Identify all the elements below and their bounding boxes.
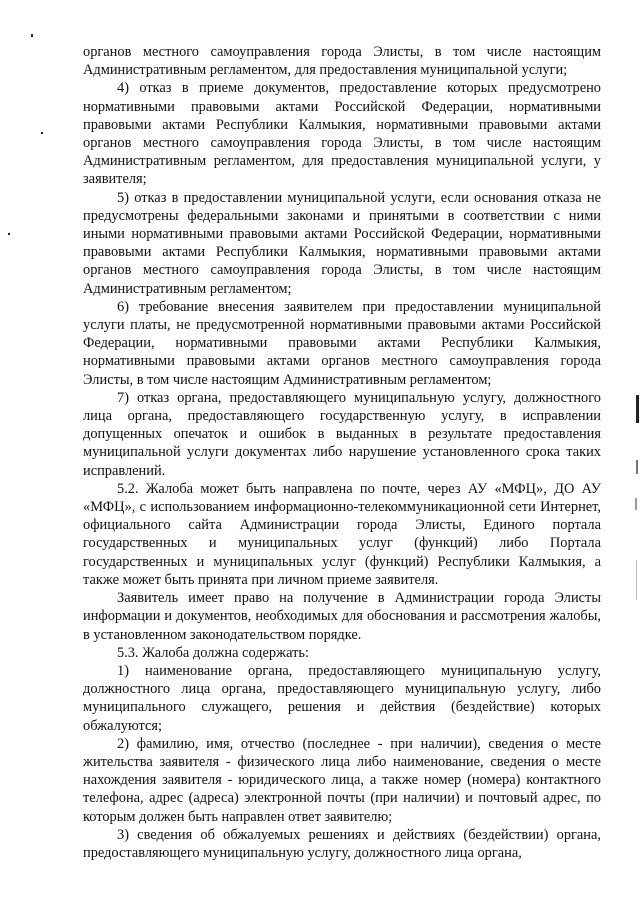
paragraph: 5.3. Жалоба должна содержать: — [117, 644, 309, 661]
paragraph: 7) отказ органа, предоставляющего муниципальную услугу, должностного лица органа, предоставляющего государственную услугу, в исправлении допущенных опечаток и ошибок в выданных в результате предоставления муниципальной услуги документах либо нарушение установленного срока таких исправлений. — [83, 389, 601, 479]
scan-speck — [8, 233, 10, 235]
paragraph: 5) отказ в предоставлении муниципальной услуги, если основания отказа не предусмотрены федеральными законами и принятыми в соответствии с ними иными нормативными правовыми актами Российской Федерации, нормативными правовыми актами Республики Калмыкия, нормативными правовыми актами органов местного самоуправления города Элисты, в том числе настоящим Административным регламентом; — [83, 189, 601, 297]
paragraph: 4) отказ в приеме документов, предоставление которых предусмотрено нормативными правовыми актами Российской Федерации, нормативными правовыми актами Республики Калмыкия, нормативными правовыми актами органов местного самоуправления города Элисты, в том числе настоящим Административным регламентом, для предоставления муниципальной услуги, у заявителя; — [83, 80, 601, 188]
paragraph: 5.2. Жалоба может быть направлена по почте, через АУ «МФЦ», ДО АУ «МФЦ», с использованием информационно-телекоммуникационной сети Интернет, официального сайта Администрации города Элисты, Единого портала государственных и муниципальных услуг (функций) либо Портала государственных и муниципальных услуг (функций) Республики Калмыкия, а также может быть принята при личном приеме заявителя. — [83, 480, 601, 588]
scan-edge-mark — [635, 498, 637, 510]
document-body — [83, 43, 601, 862]
scan-edge-mark — [636, 395, 639, 423]
scan-speck — [31, 34, 33, 37]
scan-edge-mark — [636, 560, 637, 600]
paragraph: органов местного самоуправления города Элисты, в том числе настоящим Административным регламентом, для предоставления муниципальной услуги; — [83, 44, 601, 79]
paragraph: 1) наименование органа, предоставляющего муниципальную услугу, должностного лица органа, предоставляющего муниципальную услугу, либо муниципального служащего, решения и действия (бездействие) которых обжалуются; — [83, 662, 601, 734]
paragraph: 6) требование внесения заявителем при предоставлении муниципальной услуги платы, не предусмотренной нормативными правовыми актами Российской Федерации, нормативными правовыми актами Республики Калмыкия, нормативными правовыми актами органов местного самоуправления города Элисты, в том числе настоящим Административным регламентом; — [83, 298, 601, 388]
scan-edge-mark — [636, 460, 638, 474]
paragraph: 3) сведения об обжалуемых решениях и действиях (бездействии) органа, предоставляющего муниципальную услугу, должностного лица органа, — [83, 826, 601, 861]
scan-speck — [41, 132, 43, 134]
paragraph: 2) фамилию, имя, отчество (последнее - при наличии), сведения о месте жительства заявителя - физического лица либо наименование, сведения о месте нахождения заявителя - юридического лица, а также номер (номера) контактного телефона, адрес (адреса) электронной почты (при наличии) и почтовый адрес, по которым должен быть направлен ответ заявителю; — [83, 735, 601, 825]
paragraph: Заявитель имеет право на получение в Администрации города Элисты информации и документов, необходимых для обоснования и рассмотрения жалобы, в установленном законодательством порядке. — [83, 590, 601, 643]
